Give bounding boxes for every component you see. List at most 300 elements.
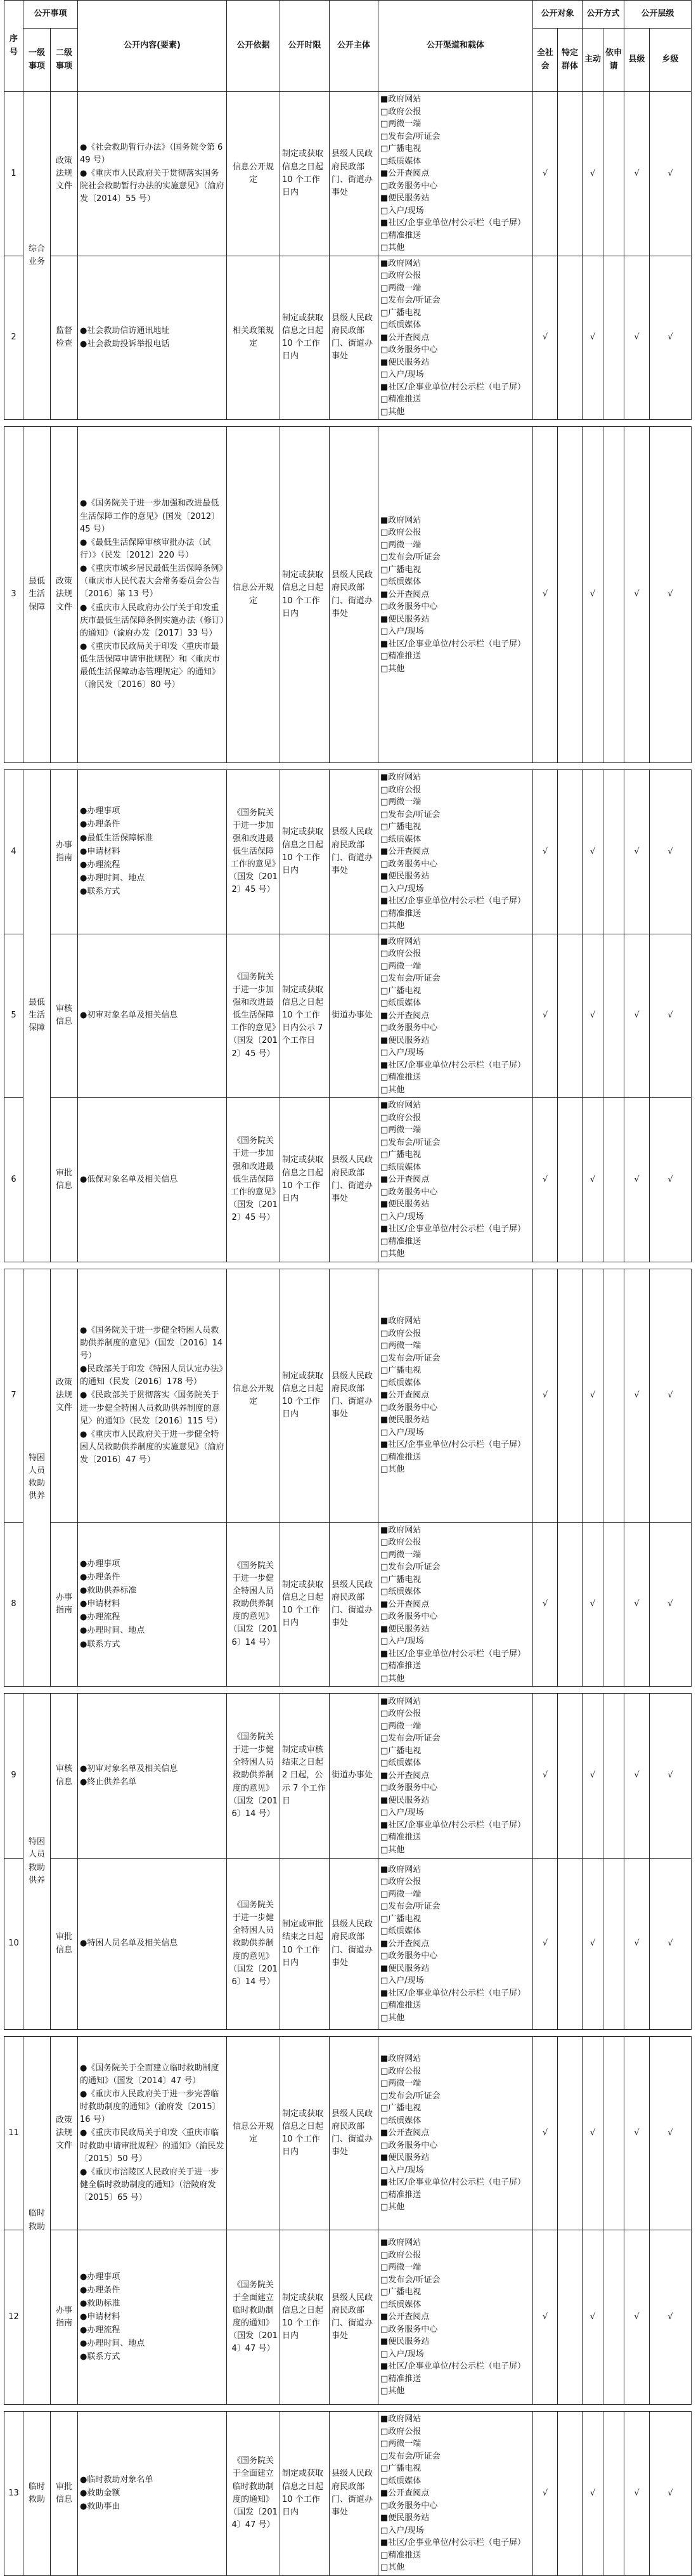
header-seq: 序号 — [4, 1, 23, 92]
content-item: ●终止供养名单 — [80, 1777, 137, 1787]
check-mark: √ — [533, 934, 558, 1098]
content-cell — [78, 1269, 227, 1522]
channel-option: □纸质媒体 — [380, 834, 422, 844]
header-content: 公开内容(要素) — [78, 1, 227, 92]
channel-option: ■公开查阅点 — [380, 1010, 430, 1021]
channel-option: ■政府网站 — [380, 2238, 422, 2248]
content-item: ●《社会救助暂行办法》（国务院令第 649 号） — [80, 142, 223, 166]
channel-option: ■社区/企事业单位/村公示栏（电子屏） — [380, 1060, 526, 1070]
channel-option: □精准推送 — [380, 1833, 422, 1843]
timeframe-cell: 制定或获取信息之日起 10 个工作日内 — [280, 2412, 330, 2576]
channel-option: ■公开查阅点 — [380, 2488, 430, 2498]
check-mark: √ — [533, 770, 558, 934]
header-level-county: 县级 — [624, 29, 650, 92]
disclosure-table — [4, 0, 692, 2576]
channel-option: □纸质媒体 — [380, 2115, 422, 2126]
channel-option: □纸质媒体 — [380, 1162, 422, 1172]
channel-option: □精准推送 — [380, 2001, 422, 2011]
check-mark: √ — [583, 934, 603, 1098]
channel-option: □政务服务中心 — [380, 2324, 438, 2334]
channel-option: □两微一端 — [380, 1125, 422, 1135]
channel-option: □入户/现场 — [380, 2349, 424, 2359]
channel-option: □发布会/听证会 — [380, 809, 441, 820]
level2-cell: 审批信息 — [51, 2412, 78, 2576]
channel-option: ■公开查阅点 — [380, 2128, 430, 2138]
header-level1: 一级事项 — [23, 29, 51, 92]
channel-option: □精准推送 — [380, 1661, 422, 1671]
check-mark: √ — [650, 427, 692, 763]
channel-option: □发布会/听证会 — [380, 1353, 441, 1363]
channel-option: □政务服务中心 — [380, 1783, 438, 1793]
channel-option: □两微一端 — [380, 540, 422, 550]
table-row — [4, 1694, 692, 1859]
timeframe-cell: 制定或审批结束之日起 10 个工作日内 — [280, 1859, 330, 2030]
timeframe-cell: 制定或获取信息之日起 10 个工作日内 — [280, 1522, 330, 1687]
channel-option: □两微一端 — [380, 797, 422, 807]
content-item: ●办理流程 — [80, 860, 120, 870]
channel-option: □精准推送 — [380, 1073, 422, 1082]
check-mark: √ — [650, 1269, 692, 1522]
level1-cell: 最低生活保障 — [23, 427, 51, 763]
check-mark: √ — [583, 2412, 603, 2576]
check-mark: √ — [533, 1522, 558, 1687]
timeframe-cell: 制定或审核结束之日起 2 日起，公示 7 个工作日 — [280, 1694, 330, 1859]
channel-option: □广播电视 — [380, 2464, 422, 2473]
channel-option: □其他 — [380, 1673, 405, 1684]
channel-option: □纸质媒体 — [380, 156, 422, 166]
check-mark: √ — [624, 770, 650, 934]
channel-option: □入户/现场 — [380, 206, 424, 216]
check-mark: √ — [583, 1098, 603, 1262]
channel-option: □政府公报 — [380, 2250, 422, 2260]
channels-cell — [378, 256, 533, 420]
channel-option: □纸质媒体 — [380, 1378, 422, 1388]
check-mark: √ — [583, 256, 603, 420]
level2-cell: 办事指南 — [51, 2230, 78, 2405]
channel-option: □政府公报 — [380, 1538, 422, 1547]
content-item: ●办理条件 — [80, 820, 120, 830]
channel-option: □广播电视 — [380, 1366, 422, 1376]
content-item: ●救助事由 — [80, 2501, 120, 2511]
channel-option: ■政府网站 — [380, 1316, 422, 1326]
channel-option: ■社区/企事业单位/村公示栏（电子屏） — [380, 1820, 526, 1830]
channel-option: □入户/现场 — [380, 2525, 424, 2535]
channel-option: □政务服务中心 — [380, 181, 438, 191]
timeframe-cell: 制定或获取信息之日起 10 个工作日内 — [280, 256, 330, 420]
channel-option: □精准推送 — [380, 2550, 422, 2560]
channel-option: □两微一端 — [380, 2079, 422, 2089]
content-cell — [78, 92, 227, 256]
channel-option: □两微一端 — [380, 119, 422, 129]
content-cell — [78, 770, 227, 934]
check-mark: √ — [624, 934, 650, 1098]
channel-option: ■社区/企事业单位/村公示栏（电子屏） — [380, 2538, 526, 2547]
check-mark: √ — [650, 1694, 692, 1859]
level1-cell: 临时救助 — [23, 2412, 51, 2576]
channel-option: □两微一端 — [380, 1889, 422, 1899]
timeframe-cell: 制定或获取信息之日起 10 个工作日内公示 7 个工作日 — [280, 934, 330, 1098]
content-cell — [78, 2412, 227, 2576]
channel-option: □发布会/听证会 — [380, 2091, 441, 2101]
check-mark: √ — [583, 427, 603, 763]
channel-option: □发布会/听证会 — [380, 552, 441, 563]
channel-option: ■政府网站 — [380, 515, 422, 525]
channel-option: □发布会/听证会 — [380, 1902, 441, 1912]
channel-option: ■公开查阅点 — [380, 1599, 430, 1609]
channel-option: □精准推送 — [380, 230, 422, 240]
seq-cell: 4 — [4, 770, 23, 934]
content-item: ●办理事项 — [80, 2272, 120, 2282]
header-target-all: 全社会 — [533, 29, 558, 92]
channel-option: □广播电视 — [380, 986, 422, 996]
channel-option: □政府公报 — [380, 1877, 422, 1887]
content-item: ●《重庆市人民政府办公厅关于印发重庆市最低生活保障条例实施办法（修订）的通知》（渝府办发〔2017〕33 号） — [80, 603, 224, 638]
basis-cell: 《国务院关于进一步健全特困人员救助供养制度的意见》（国发〔2016〕14 号） — [227, 1859, 280, 2030]
channel-option: □入户/现场 — [380, 1212, 424, 1222]
subject-cell: 县级人民政府民政部门、街道办事处 — [330, 1522, 378, 1687]
content-item: ●特困人员名单及相关信息 — [80, 1939, 178, 1949]
timeframe-cell: 制定或获取信息之日起 10 个工作日内 — [280, 1269, 330, 1522]
seq-cell: 3 — [4, 427, 23, 763]
basis-cell: 《国务院关于进一步健全特困人员救助供养制度的意见》（国发〔2016〕14 号） — [227, 1522, 280, 1687]
channel-option: ■公开查阅点 — [380, 589, 430, 599]
table-row — [4, 770, 692, 934]
channel-option: □政务服务中心 — [380, 2140, 438, 2150]
table-row — [4, 1098, 692, 1262]
level2-cell: 监督检查 — [51, 256, 78, 420]
channel-option: ■社区/企事业单位/村公示栏（电子屏） — [380, 1649, 526, 1659]
channel-option: □政府公报 — [380, 107, 422, 117]
level2-cell: 审核信息 — [51, 934, 78, 1098]
channel-option: ■政府网站 — [380, 1525, 422, 1535]
check-mark: √ — [533, 1098, 558, 1262]
check-mark: √ — [533, 427, 558, 763]
level2-cell: 审批信息 — [51, 1098, 78, 1262]
content-item: ●联系方式 — [80, 1639, 120, 1649]
content-item: ●申请材料 — [80, 2311, 120, 2322]
channel-option: □其他 — [380, 1249, 405, 1259]
channel-option: □入户/现场 — [380, 1427, 424, 1437]
channel-option: ■政府网站 — [380, 95, 422, 104]
channel-option: □政府公报 — [380, 2426, 422, 2436]
check-mark: √ — [650, 2037, 692, 2230]
channel-option: □政务服务中心 — [380, 602, 438, 612]
channel-option: ■社区/企事业单位/村公示栏（电子屏） — [380, 2178, 526, 2188]
channel-option: ■政府网站 — [380, 936, 422, 946]
content-cell — [78, 2230, 227, 2405]
check-mark: √ — [624, 2412, 650, 2576]
check-mark: √ — [624, 92, 650, 256]
timeframe-cell: 制定或获取信息之日起 10 个工作日内 — [280, 427, 330, 763]
channel-option: □两微一端 — [380, 1550, 422, 1560]
channel-option: □政务服务中心 — [380, 859, 438, 869]
content-item: ●《重庆市人民政府关于贯彻落实国务院社会救助暂行办法的实施意见》（渝府发〔2014〕55 号） — [80, 169, 224, 204]
channel-option: □发布会/听证会 — [380, 1137, 441, 1147]
channel-option: ■便民服务站 — [380, 1415, 430, 1425]
channel-option: ■便民服务站 — [380, 872, 430, 881]
check-mark: √ — [650, 1098, 692, 1262]
basis-cell: 《国务院关于进一步健全特困人员救助供养制度的意见》（国发〔2016〕14 号） — [227, 1694, 280, 1859]
table-row — [4, 1859, 692, 2030]
level2-cell: 办事指南 — [51, 770, 78, 934]
channel-option: □入户/现场 — [380, 1808, 424, 1818]
timeframe-cell: 制定或获取信息之日起 10 个工作日内 — [280, 92, 330, 256]
channel-option: □政府公报 — [380, 785, 422, 795]
channel-option: □纸质媒体 — [380, 2299, 422, 2310]
channel-option: ■社区/企事业单位/村公示栏（电子屏） — [380, 1440, 526, 1450]
channel-option: □其他 — [380, 921, 405, 931]
table-row — [4, 92, 692, 256]
level1-cell: 特困人员救助供养 — [23, 1269, 51, 1687]
subject-cell: 街道办事处 — [330, 934, 378, 1098]
content-item: ●办理条件 — [80, 1572, 120, 1582]
content-item: ●办理事项 — [80, 806, 120, 816]
channel-option: □政府公报 — [380, 949, 422, 958]
channel-option: □发布会/听证会 — [380, 296, 441, 305]
basis-cell: 《国务院关于进一步加强和改进最低生活保障工作的意见》（国发〔2012〕45 号） — [227, 1098, 280, 1262]
basis-cell: 信息公开规定 — [227, 92, 280, 256]
channel-option: □入户/现场 — [380, 1048, 424, 1057]
subject-cell: 县级人民政府民政部门、街道办事处 — [330, 2230, 378, 2405]
channel-option: ■便民服务站 — [380, 1624, 430, 1634]
channel-option: □精准推送 — [380, 651, 422, 662]
basis-cell: 信息公开规定 — [227, 1269, 280, 1522]
channel-option: ■公开查阅点 — [380, 1175, 430, 1184]
channels-cell — [378, 1522, 533, 1687]
seq-cell: 13 — [4, 2412, 23, 2576]
channels-cell — [378, 1098, 533, 1262]
channel-option: □纸质媒体 — [380, 1587, 422, 1597]
timeframe-cell: 制定或获取信息之日起 10 个工作日内 — [280, 770, 330, 934]
check-mark: √ — [624, 2037, 650, 2230]
channel-option: □政府公报 — [380, 271, 422, 280]
check-mark: √ — [533, 2037, 558, 2230]
channel-option: □发布会/听证会 — [380, 131, 441, 141]
channel-option: □广播电视 — [380, 1574, 422, 1585]
check-mark: √ — [624, 1098, 650, 1262]
channel-option: □政务服务中心 — [380, 1402, 438, 1413]
channel-option: □入户/现场 — [380, 884, 424, 894]
seq-cell: 1 — [4, 92, 23, 256]
channel-option: ■公开查阅点 — [380, 1770, 430, 1781]
header-target-specific: 特定群体 — [558, 29, 583, 92]
basis-cell: 《国务院关于全面建立临时救助制度的通知》（国发〔2014〕47 号） — [227, 2230, 280, 2405]
level2-cell: 审核信息 — [51, 1694, 78, 1859]
basis-cell: 信息公开规定 — [227, 2037, 280, 2230]
content-item: ●办理流程 — [80, 2325, 120, 2336]
channel-option: □其他 — [380, 2202, 405, 2213]
channels-cell — [378, 427, 533, 763]
content-cell — [78, 256, 227, 420]
subject-cell: 县级人民政府民政部门、街道办事处 — [330, 770, 378, 934]
channel-option: ■便民服务站 — [380, 1035, 430, 1045]
header-method-active: 主动 — [583, 29, 603, 92]
check-mark: √ — [624, 1269, 650, 1522]
subject-cell: 县级人民政府民政部门、街道办事处 — [330, 427, 378, 763]
channel-option: □精准推送 — [380, 1452, 422, 1462]
channel-option: □广播电视 — [380, 1150, 422, 1160]
channel-option: ■公开查阅点 — [380, 2312, 430, 2322]
channel-option: □广播电视 — [380, 1746, 422, 1756]
check-mark: √ — [533, 1269, 558, 1522]
check-mark: √ — [533, 92, 558, 256]
check-mark: √ — [650, 1859, 692, 2030]
channel-option: □其他 — [380, 664, 405, 674]
content-item: ●初审对象名单及相关信息 — [80, 1010, 178, 1021]
content-item: ●临时救助对象名单 — [80, 2475, 153, 2485]
table-row — [4, 1269, 692, 1522]
basis-cell: 信息公开规定 — [227, 427, 280, 763]
channel-option: □纸质媒体 — [380, 998, 422, 1008]
check-mark: √ — [650, 1522, 692, 1687]
channel-option: □政府公报 — [380, 528, 422, 538]
content-cell — [78, 1098, 227, 1262]
level1-cell: 最低生活保障 — [23, 770, 51, 1262]
channel-option: □纸质媒体 — [380, 1926, 422, 1937]
header-subject: 公开主体 — [330, 1, 378, 92]
level2-cell: 政策法规文件 — [51, 427, 78, 763]
seq-cell: 8 — [4, 1522, 23, 1687]
channel-option: □发布会/听证会 — [380, 1562, 441, 1572]
content-item: ●《重庆市人民政府关于进一步健全特困人员救助供养制度的实施意见》（渝府发〔2016〕47 号） — [80, 1429, 224, 1465]
seq-cell: 2 — [4, 256, 23, 420]
check-mark: √ — [533, 1694, 558, 1859]
header-level2: 二级事项 — [51, 29, 78, 92]
content-item: ●救助金额 — [80, 2488, 120, 2498]
content-cell — [78, 934, 227, 1098]
channel-option: ■便民服务站 — [380, 1963, 430, 1973]
channel-option: □两微一端 — [380, 2439, 422, 2449]
check-mark: √ — [583, 2037, 603, 2230]
level2-cell: 政策法规文件 — [51, 2037, 78, 2230]
content-item: ●最低生活保障标准 — [80, 833, 153, 843]
content-cell — [78, 2037, 227, 2230]
channel-option: ■政府网站 — [380, 1864, 422, 1874]
content-item: ●《国务院关于进一步加强和改进最低生活保障工作的意见》(国发〔2012〕45 号） — [80, 499, 220, 534]
channels-cell — [378, 770, 533, 934]
channel-option: ■社区/企事业单位/村公示栏（电子屏） — [380, 896, 526, 906]
level1-cell: 综合业务 — [23, 92, 51, 420]
content-item: ●办理时间、地点 — [80, 2339, 145, 2349]
table-row — [4, 256, 692, 420]
channel-option: □纸质媒体 — [380, 2476, 422, 2486]
check-mark: √ — [624, 2230, 650, 2405]
channel-option: □发布会/听证会 — [380, 2451, 441, 2461]
basis-cell: 《国务院关于进一步加强和改进最低生活保障工作的意见》（国发〔2012〕45 号） — [227, 934, 280, 1098]
content-item: ●联系方式 — [80, 887, 120, 897]
channel-option: □广播电视 — [380, 565, 422, 575]
channel-option: □广播电视 — [380, 144, 422, 154]
channels-cell — [378, 2412, 533, 2576]
channel-option: ■社区/企事业单位/村公示栏（电子屏） — [380, 2362, 526, 2372]
channel-option: ■便民服务站 — [380, 2513, 430, 2523]
check-mark: √ — [583, 1269, 603, 1522]
subject-cell: 县级人民政府民政部门、街道办事处 — [330, 1859, 378, 2030]
subject-cell: 县级人民政府民政部门、街道办事处 — [330, 2412, 378, 2576]
subject-cell: 县级人民政府民政部门、街道办事处 — [330, 1098, 378, 1262]
content-item: ●办理条件 — [80, 2285, 120, 2295]
channel-option: □发布会/听证会 — [380, 1734, 441, 1744]
channel-option: ■便民服务站 — [380, 1200, 430, 1209]
check-mark: √ — [533, 2230, 558, 2405]
basis-cell: 《国务院关于进一步加强和改进最低生活保障工作的意见》（国发〔2012〕45 号） — [227, 770, 280, 934]
channel-option: □政务服务中心 — [380, 1612, 438, 1621]
check-mark: √ — [583, 1859, 603, 2030]
check-mark: √ — [583, 92, 603, 256]
channels-cell — [378, 934, 533, 1098]
channel-option: □精准推送 — [380, 1236, 422, 1246]
level2-cell: 政策法规文件 — [51, 92, 78, 256]
channel-option: □政务服务中心 — [380, 1951, 438, 1961]
channel-option: □广播电视 — [380, 1914, 422, 1924]
channel-option: □广播电视 — [380, 822, 422, 832]
channel-option: ■社区/企事业单位/村公示栏（电子屏） — [380, 382, 526, 392]
content-item: ●办理时间、地点 — [80, 1626, 145, 1636]
channel-option: □发布会/听证会 — [380, 2275, 441, 2285]
check-mark: √ — [533, 256, 558, 420]
header-channels: 公开渠道和载体 — [378, 1, 533, 92]
content-item: ●《重庆市民政局关于印发〈重庆市最低生活保障申请审批规程〉和〈重庆市最低生活保障动态管理规定〉的通知》（渝民发〔2016〕80 号） — [80, 641, 221, 690]
channel-option: ■社区/企事业单位/村公示栏（电子屏） — [380, 1224, 526, 1234]
level2-cell: 政策法规文件 — [51, 1269, 78, 1522]
channel-option: □政务服务中心 — [380, 1023, 438, 1033]
channel-option: ■便民服务站 — [380, 2337, 430, 2347]
level1-cell: 特困人员救助供养 — [23, 1694, 51, 2030]
channel-option: ■社区/企事业单位/村公示栏（电子屏） — [380, 218, 526, 228]
channel-option: ■公开查阅点 — [380, 1939, 430, 1949]
table-row — [4, 934, 692, 1098]
channel-option: □政务服务中心 — [380, 1187, 438, 1197]
check-mark: √ — [583, 1694, 603, 1859]
channel-option: ■公开查阅点 — [380, 847, 430, 856]
channel-option: □广播电视 — [380, 2103, 422, 2114]
check-mark: √ — [650, 92, 692, 256]
content-item: ●《民政部关于贯彻落实〈国务院关于进一步健全特困人员救助供养制度的意见〉的通知》（民发〔2016〕115 号） — [80, 1390, 222, 1426]
channel-option: □政府公报 — [380, 2066, 422, 2076]
seq-cell: 6 — [4, 1098, 23, 1262]
channel-option: ■社区/企事业单位/村公示栏（电子屏） — [380, 1988, 526, 1998]
channel-option: ■公开查阅点 — [380, 169, 430, 178]
content-item: ●《国务院关于进一步健全特困人员救助供养制度的意见》（国发〔2016〕14 号） — [80, 1325, 223, 1361]
content-item: ●《重庆市人民政府关于进一步完善临时救助制度的通知》（渝府发〔2015〕16 号） — [80, 2089, 221, 2125]
table-row — [4, 427, 692, 763]
check-mark: √ — [650, 2230, 692, 2405]
channels-cell — [378, 1269, 533, 1522]
content-item: ●《最低生活保障审核审批办法（试行）》（民发〔2012〕220 号） — [80, 537, 211, 560]
content-item: ●《重庆市民政局关于印发〈重庆市临时救助申请审批规程〉的通知》（渝民发〔2015〕50 号） — [80, 2128, 224, 2164]
check-mark: √ — [650, 2412, 692, 2576]
channels-cell — [378, 1859, 533, 2030]
header-level: 公开层级 — [624, 1, 692, 29]
content-item: ●联系方式 — [80, 2352, 120, 2362]
timeframe-cell: 制定或获取信息之日起 10 个工作日内 — [280, 2037, 330, 2230]
subject-cell: 县级人民政府民政部门、街道办事处 — [330, 1269, 378, 1522]
channel-option: ■便民服务站 — [380, 193, 430, 203]
basis-cell: 《国务院关于全面建立临时救助制度的通知》（国发〔2014〕47 号） — [227, 2412, 280, 2576]
channel-option: ■政府网站 — [380, 1101, 422, 1110]
channel-option: □其他 — [380, 407, 405, 417]
channel-option: ■公开查阅点 — [380, 1390, 430, 1401]
table-row — [4, 1522, 692, 1687]
channel-option: ■政府网站 — [380, 2054, 422, 2064]
channel-option: □广播电视 — [380, 308, 422, 318]
subject-cell: 街道办事处 — [330, 1694, 378, 1859]
content-item: ●申请材料 — [80, 846, 120, 856]
header-timeframe: 公开时限 — [280, 1, 330, 92]
header-level-town: 乡级 — [650, 29, 692, 92]
channel-option: ■政府网站 — [380, 2414, 422, 2424]
seq-cell: 10 — [4, 1859, 23, 2030]
